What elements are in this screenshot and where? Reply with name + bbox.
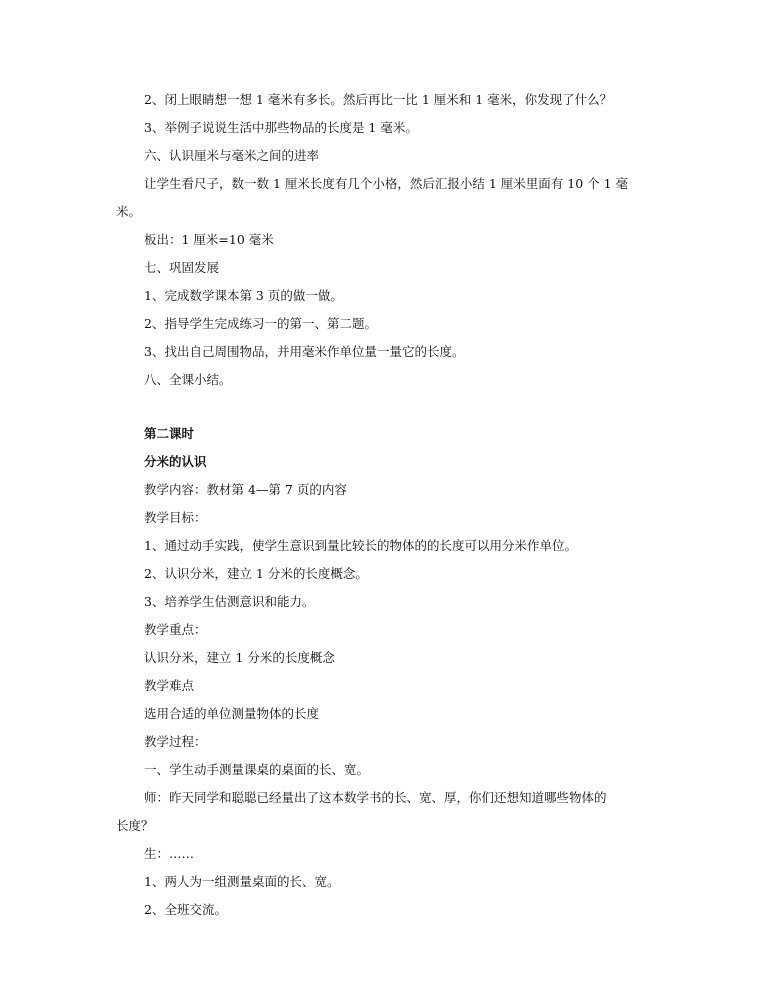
section-heading-8: 八、全课小结。 bbox=[144, 372, 232, 387]
process-step-1: 一、学生动手测量课桌的桌面的长、宽。 bbox=[144, 762, 370, 777]
list-item-3: 3、找出自己周围物品，并用毫米作单位量一量它的长度。 bbox=[144, 344, 465, 359]
section-heading-6: 六、认识厘米与毫米之间的进率 bbox=[144, 148, 320, 163]
activity-item-2: 2、全班交流。 bbox=[144, 902, 227, 917]
teaching-content: 教学内容：教材第 4—第 7 页的内容 bbox=[144, 482, 347, 497]
difficulty-text: 选用合适的单位测量物体的长度 bbox=[144, 706, 320, 721]
list-item-2: 2、指导学生完成练习一的第一、第二题。 bbox=[144, 316, 377, 331]
difficulty-heading: 教学难点 bbox=[144, 678, 195, 693]
student-speech: 生：…… bbox=[144, 846, 195, 861]
process-heading: 教学过程： bbox=[144, 734, 207, 749]
paragraph-compare-mm-cm: 2、闭上眼睛想一想 1 毫米有多长。然后再比一比 1 厘米和 1 毫米，你发现了什么？ bbox=[144, 92, 613, 107]
lesson-title: 第二课时 bbox=[144, 426, 195, 441]
key-point-heading: 教学重点： bbox=[144, 622, 207, 637]
section-heading-7: 七、巩固发展 bbox=[144, 260, 220, 275]
lesson-subtitle: 分米的认识 bbox=[144, 454, 207, 469]
paragraph-ruler-count-cont: 米。 bbox=[116, 204, 142, 219]
list-item-1: 1、完成数学课本第 3 页的做一做。 bbox=[144, 288, 343, 303]
goal-item-2: 2、认识分米，建立 1 分米的长度概念。 bbox=[144, 566, 368, 581]
activity-item-1: 1、两人为一组测量桌面的长、宽。 bbox=[144, 874, 340, 889]
teaching-goals-heading: 教学目标： bbox=[144, 510, 207, 525]
paragraph-board-note: 板出：1 厘米=10 毫米 bbox=[144, 232, 274, 247]
teacher-speech: 师：昨天同学和聪聪已经量出了这本数学书的长、宽、厚，你们还想知道哪些物体的 bbox=[144, 790, 607, 805]
key-point-text: 认识分米，建立 1 分米的长度概念 bbox=[144, 650, 335, 665]
paragraph-examples-1mm: 3、举例子说说生活中那些物品的长度是 1 毫米。 bbox=[144, 120, 418, 135]
goal-item-1: 1、通过动手实践，使学生意识到量比较长的物体的的长度可以用分米作单位。 bbox=[144, 538, 577, 553]
goal-item-3: 3、培养学生估测意识和能力。 bbox=[144, 594, 315, 609]
teacher-speech-cont: 长度？ bbox=[116, 818, 154, 833]
paragraph-ruler-count: 让学生看尺子，数一数 1 厘米长度有几个小格，然后汇报小结 1 厘米里面有 10 个 1 毫 bbox=[144, 176, 629, 191]
